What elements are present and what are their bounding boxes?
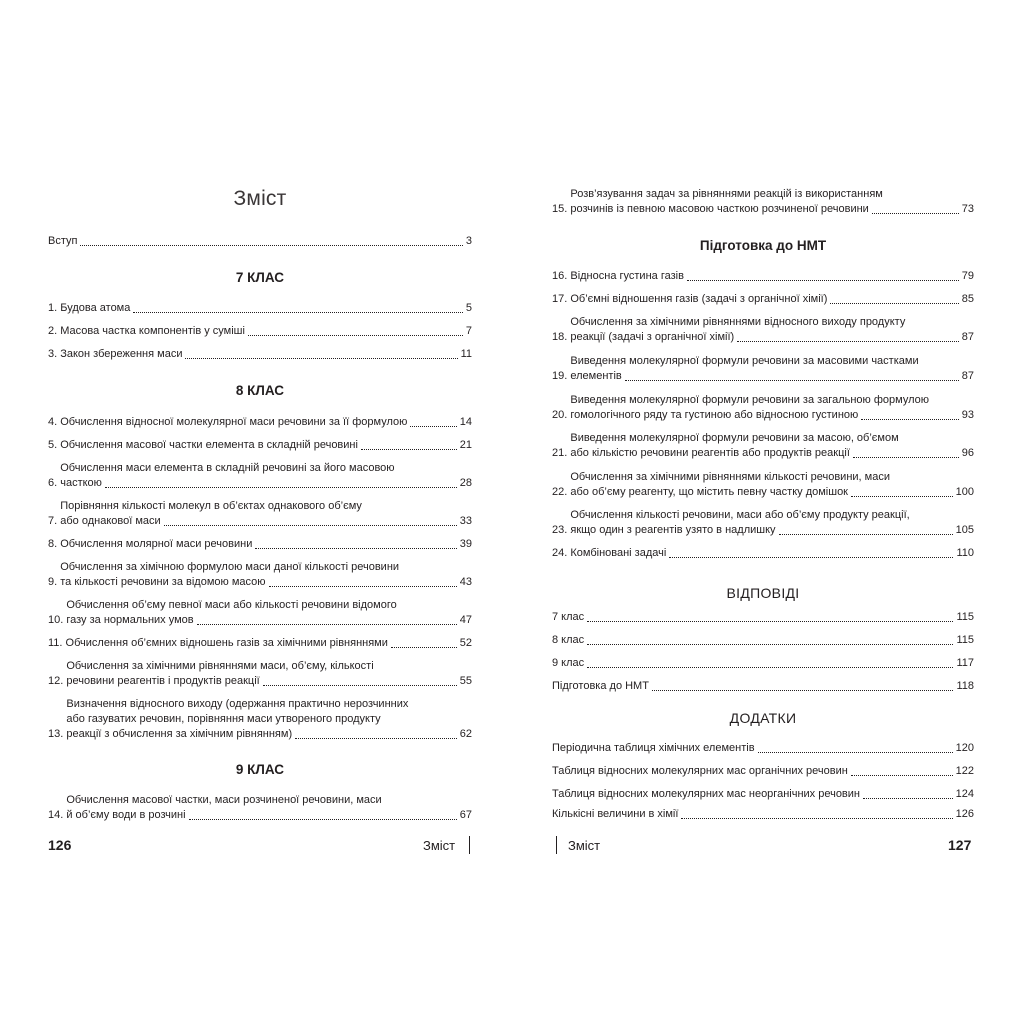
toc-entry[interactable]: [552, 610, 974, 625]
entry-page-number: 14: [459, 416, 472, 428]
entry-text-line: часткою: [60, 477, 102, 489]
dot-leader: [197, 623, 457, 625]
entry-text-line: елементів: [570, 370, 622, 382]
entry-text-line: або газуватих речовин, порівняння маси утвореного продукту: [66, 713, 381, 725]
entry-number: 12.: [48, 675, 67, 687]
toc-entry[interactable]: [552, 633, 974, 648]
entry-text-line: Розв’язування задач за рівняннями реакцій із використанням: [570, 188, 883, 200]
entry-page-number: 122: [955, 765, 974, 777]
section-heading: Підготовка до НМТ: [699, 238, 827, 253]
left-footer-divider: [469, 836, 470, 854]
entry-text-line: Порівняння кількості молекул в об’єктах однакового об’єму: [60, 500, 362, 512]
dot-leader: [587, 643, 953, 645]
entry-page-number: 93: [961, 409, 974, 421]
entry-text-line: Обчислення за хімічними рівняннями відносного виходу продукту: [570, 316, 906, 328]
entry-text-line: реакції з обчислення за хімічним рівнянням): [66, 728, 293, 740]
section-heading: ДОДАТКИ: [729, 710, 797, 726]
entry-page-number: 11: [460, 348, 472, 360]
entry-number: 6.: [48, 477, 61, 489]
dot-leader: [263, 684, 457, 686]
entry-page-number: 115: [956, 611, 974, 623]
entry-text-line: Кількісні величини в хімії: [552, 808, 679, 820]
dot-leader: [863, 797, 953, 799]
entry-page-number: 85: [961, 293, 974, 305]
entry-text-line: Масова частка компонентів у суміші: [60, 325, 245, 337]
section-heading: 9 КЛАС: [235, 762, 285, 777]
toc-entry[interactable]: [48, 537, 472, 552]
left-running-head: Зміст: [423, 838, 456, 853]
toc-entry[interactable]: [48, 793, 472, 823]
dot-leader: [587, 620, 953, 622]
entry-page-number: 67: [459, 809, 472, 821]
toc-entry[interactable]: [48, 347, 472, 362]
dot-leader: [681, 817, 952, 819]
dot-leader: [164, 524, 457, 526]
entry-page-number: 96: [961, 447, 974, 459]
toc-entry[interactable]: [48, 697, 472, 742]
entry-text-line: Обчислення маси елемента в складній речовині за його масовою: [60, 462, 395, 474]
entry-page-number: 73: [961, 203, 974, 215]
dot-leader: [737, 340, 959, 342]
entry-text-line: Виведення молекулярної формули речовини за масою, об’ємом: [570, 432, 899, 444]
entry-number: 19.: [552, 370, 571, 382]
entry-page-number: 43: [459, 576, 472, 588]
dot-leader: [410, 425, 456, 427]
entry-text-line: Таблиця відносних молекулярних мас органічних речовин: [552, 765, 848, 777]
toc-entry[interactable]: [48, 560, 472, 590]
toc-entry[interactable]: [48, 438, 472, 453]
entry-page-number: 79: [961, 270, 974, 282]
entry-text-line: Періодична таблиця хімічних елементів: [552, 742, 755, 754]
toc-entry[interactable]: [552, 741, 974, 756]
entry-text-line: Виведення молекулярної формули речовини за загальною формулою: [570, 394, 929, 406]
entry-page-number: 117: [956, 657, 974, 669]
toc-entry[interactable]: [552, 656, 974, 671]
toc-entry[interactable]: [48, 598, 472, 628]
entry-text-line: Виведення молекулярної формули речовини за масовими частками: [570, 355, 919, 367]
entry-page-number: 110: [956, 547, 974, 559]
toc-entry[interactable]: [48, 301, 472, 316]
toc-entry[interactable]: [48, 415, 472, 430]
toc-entry[interactable]: [48, 324, 472, 339]
entry-text-line: Обчислення відносної молекулярної маси речовини за її формулою: [60, 416, 408, 428]
dot-leader: [391, 646, 457, 648]
toc-entry[interactable]: [552, 546, 974, 561]
entry-text-line: або однакової маси: [60, 515, 161, 527]
section-heading: 7 КЛАС: [235, 270, 285, 285]
dot-leader: [587, 666, 953, 668]
toc-entry[interactable]: [552, 393, 974, 423]
entry-text-line: Відносна густина газів: [570, 270, 684, 282]
right-running-head: Зміст: [568, 838, 601, 853]
entry-page-number: 126: [955, 808, 974, 820]
toc-entry[interactable]: [48, 636, 472, 651]
entry-number: 11.: [48, 637, 66, 649]
toc-title: Зміст: [233, 187, 287, 210]
entry-page-number: 3: [465, 235, 472, 247]
entry-number: 15.: [552, 203, 571, 215]
entry-text-line: гомологічного ряду та густиною або відносною густиною: [570, 409, 859, 421]
entry-text-line: Обчислення масової частки, маси розчиненої речовини, маси: [66, 794, 382, 806]
entry-page-number: 105: [955, 524, 974, 536]
entry-text-line: Визначення відносного виходу (одержання практично нерозчинних: [66, 698, 409, 710]
entry-number: 23.: [552, 524, 571, 536]
entry-text-line: Таблиця відносних молекулярних мас неорганічних речовин: [552, 788, 860, 800]
entry-text-line: розчинів із певною масовою часткою розчиненої речовини: [570, 203, 869, 215]
entry-text-line: або об’єму реагенту, що містить певну частку домішок: [570, 486, 848, 498]
entry-number: 22.: [552, 486, 571, 498]
dot-leader: [269, 585, 457, 587]
entry-text-line: 8 клас: [552, 634, 585, 646]
right-page-number: 127: [948, 837, 972, 853]
toc-entry[interactable]: [552, 187, 974, 217]
entry-page-number: 52: [459, 637, 472, 649]
entry-text-line: 7 клас: [552, 611, 585, 623]
entry-text-line: Обчислення кількості речовини, маси або об’єму продукту реакції,: [570, 509, 910, 521]
dot-leader: [189, 818, 457, 820]
entry-page-number: 118: [956, 680, 974, 692]
entry-text-line: якщо один з реагентів узято в надлишку: [570, 524, 776, 536]
dot-leader: [861, 418, 958, 420]
dot-leader: [758, 751, 953, 753]
dot-leader: [779, 533, 953, 535]
entry-page-number: 55: [459, 675, 472, 687]
entry-text-line: реакції (задачі з органічної хімії): [570, 331, 735, 343]
entry-number: 9.: [48, 576, 61, 588]
entry-number: 2.: [48, 325, 61, 337]
entry-text-line: 9 клас: [552, 657, 585, 669]
entry-page-number: 124: [955, 788, 974, 800]
toc-entry[interactable]: [552, 679, 974, 694]
entry-text-line: Обчислення за хімічними рівняннями маси, об’єму, кількості: [66, 660, 374, 672]
entry-page-number: 7: [465, 325, 472, 337]
entry-text-line: Обчислення об’ємних відношень газів за хімічними рівняннями: [65, 637, 388, 649]
entry-number: 1.: [48, 302, 61, 314]
toc-entry[interactable]: [552, 269, 974, 284]
entry-number: 13.: [48, 728, 67, 740]
dot-leader: [248, 334, 463, 336]
entry-number: 21.: [552, 447, 571, 459]
toc-entry[interactable]: [48, 499, 472, 529]
dot-leader: [625, 379, 959, 381]
entry-number: 5.: [48, 439, 61, 451]
entry-text-line: газу за нормальних умов: [66, 614, 194, 626]
dot-leader: [133, 311, 463, 313]
entry-text-line: Обчислення за хімічною формулою маси даної кількості речовини: [60, 561, 400, 573]
entry-text-line: Обчислення за хімічними рівняннями кількості речовини, маси: [570, 471, 890, 483]
entry-number: 7.: [48, 515, 61, 527]
entry-number: 17.: [552, 293, 571, 305]
entry-page-number: 28: [459, 477, 472, 489]
dot-leader: [851, 774, 953, 776]
dot-leader: [669, 556, 953, 558]
entry-text-line: Підготовка до НМТ: [552, 680, 649, 692]
entry-number: 10.: [48, 614, 67, 626]
entry-page-number: 21: [459, 439, 472, 451]
dot-leader: [652, 689, 954, 691]
section-heading: 8 КЛАС: [235, 383, 285, 398]
entry-page-number: 39: [459, 538, 472, 550]
toc-entry[interactable]: [552, 315, 974, 345]
entry-page-number: 33: [459, 515, 472, 527]
entry-number: 16.: [552, 270, 571, 282]
entry-number: 3.: [48, 348, 61, 360]
entry-number: 24.: [552, 547, 571, 559]
toc-entry[interactable]: [552, 787, 974, 802]
dot-leader: [105, 486, 457, 488]
entry-number: 14.: [48, 809, 67, 821]
entry-text-line: Обчислення масової частки елемента в складній речовині: [60, 439, 358, 451]
entry-page-number: 87: [961, 370, 974, 382]
entry-number: 18.: [552, 331, 571, 343]
toc-entry[interactable]: [552, 470, 974, 500]
entry-text-line: Обчислення об’єму певної маси або кількості речовини відомого: [66, 599, 397, 611]
entry-text-line: речовини реагентів і продуктів реакції: [66, 675, 260, 687]
entry-page-number: 47: [459, 614, 472, 626]
toc-entry[interactable]: [552, 431, 974, 461]
entry-page-number: 120: [955, 742, 974, 754]
dot-leader: [851, 495, 953, 497]
entry-page-number: 87: [961, 331, 974, 343]
entry-number: 8.: [48, 538, 61, 550]
entry-text-line: Вступ: [48, 235, 78, 247]
entry-text-line: або кількістю речовини реагентів або продуктів реакції: [570, 447, 850, 459]
dot-leader: [687, 279, 959, 281]
left-page-number: 126: [48, 837, 72, 853]
toc-entry[interactable]: [552, 764, 974, 779]
entry-text-line: Комбіновані задачі: [570, 547, 667, 559]
entry-page-number: 100: [955, 486, 974, 498]
entry-text-line: Об’ємні відношення газів (задачі з органічної хімії): [570, 293, 828, 305]
entry-number: 20.: [552, 409, 571, 421]
right-footer-divider: [556, 836, 557, 854]
entry-page-number: 62: [459, 728, 472, 740]
entry-text-line: та кількості речовини за відомою масою: [60, 576, 266, 588]
toc-entry[interactable]: [552, 292, 974, 307]
section-heading: ВІДПОВІДІ: [726, 585, 800, 601]
dot-leader: [361, 448, 457, 450]
dot-leader: [255, 547, 456, 549]
dot-leader: [830, 302, 958, 304]
toc-entry[interactable]: [552, 354, 974, 384]
toc-entry[interactable]: [552, 807, 974, 822]
entry-text-line: Обчислення молярної маси речовини: [60, 538, 253, 550]
entry-page-number: 115: [956, 634, 974, 646]
dot-leader: [295, 737, 457, 739]
toc-entry[interactable]: [48, 659, 472, 689]
toc-entry[interactable]: [552, 508, 974, 538]
entry-page-number: 5: [465, 302, 472, 314]
dot-leader: [185, 357, 457, 359]
dot-leader: [872, 212, 959, 214]
toc-entry-intro[interactable]: [48, 234, 472, 249]
toc-entry[interactable]: [48, 461, 472, 491]
entry-number: 4.: [48, 416, 61, 428]
dot-leader: [80, 244, 462, 246]
entry-text-line: Будова атома: [60, 302, 131, 314]
entry-text-line: й об’єму води в розчині: [66, 809, 186, 821]
entry-text-line: Закон збереження маси: [60, 348, 183, 360]
dot-leader: [853, 456, 959, 458]
